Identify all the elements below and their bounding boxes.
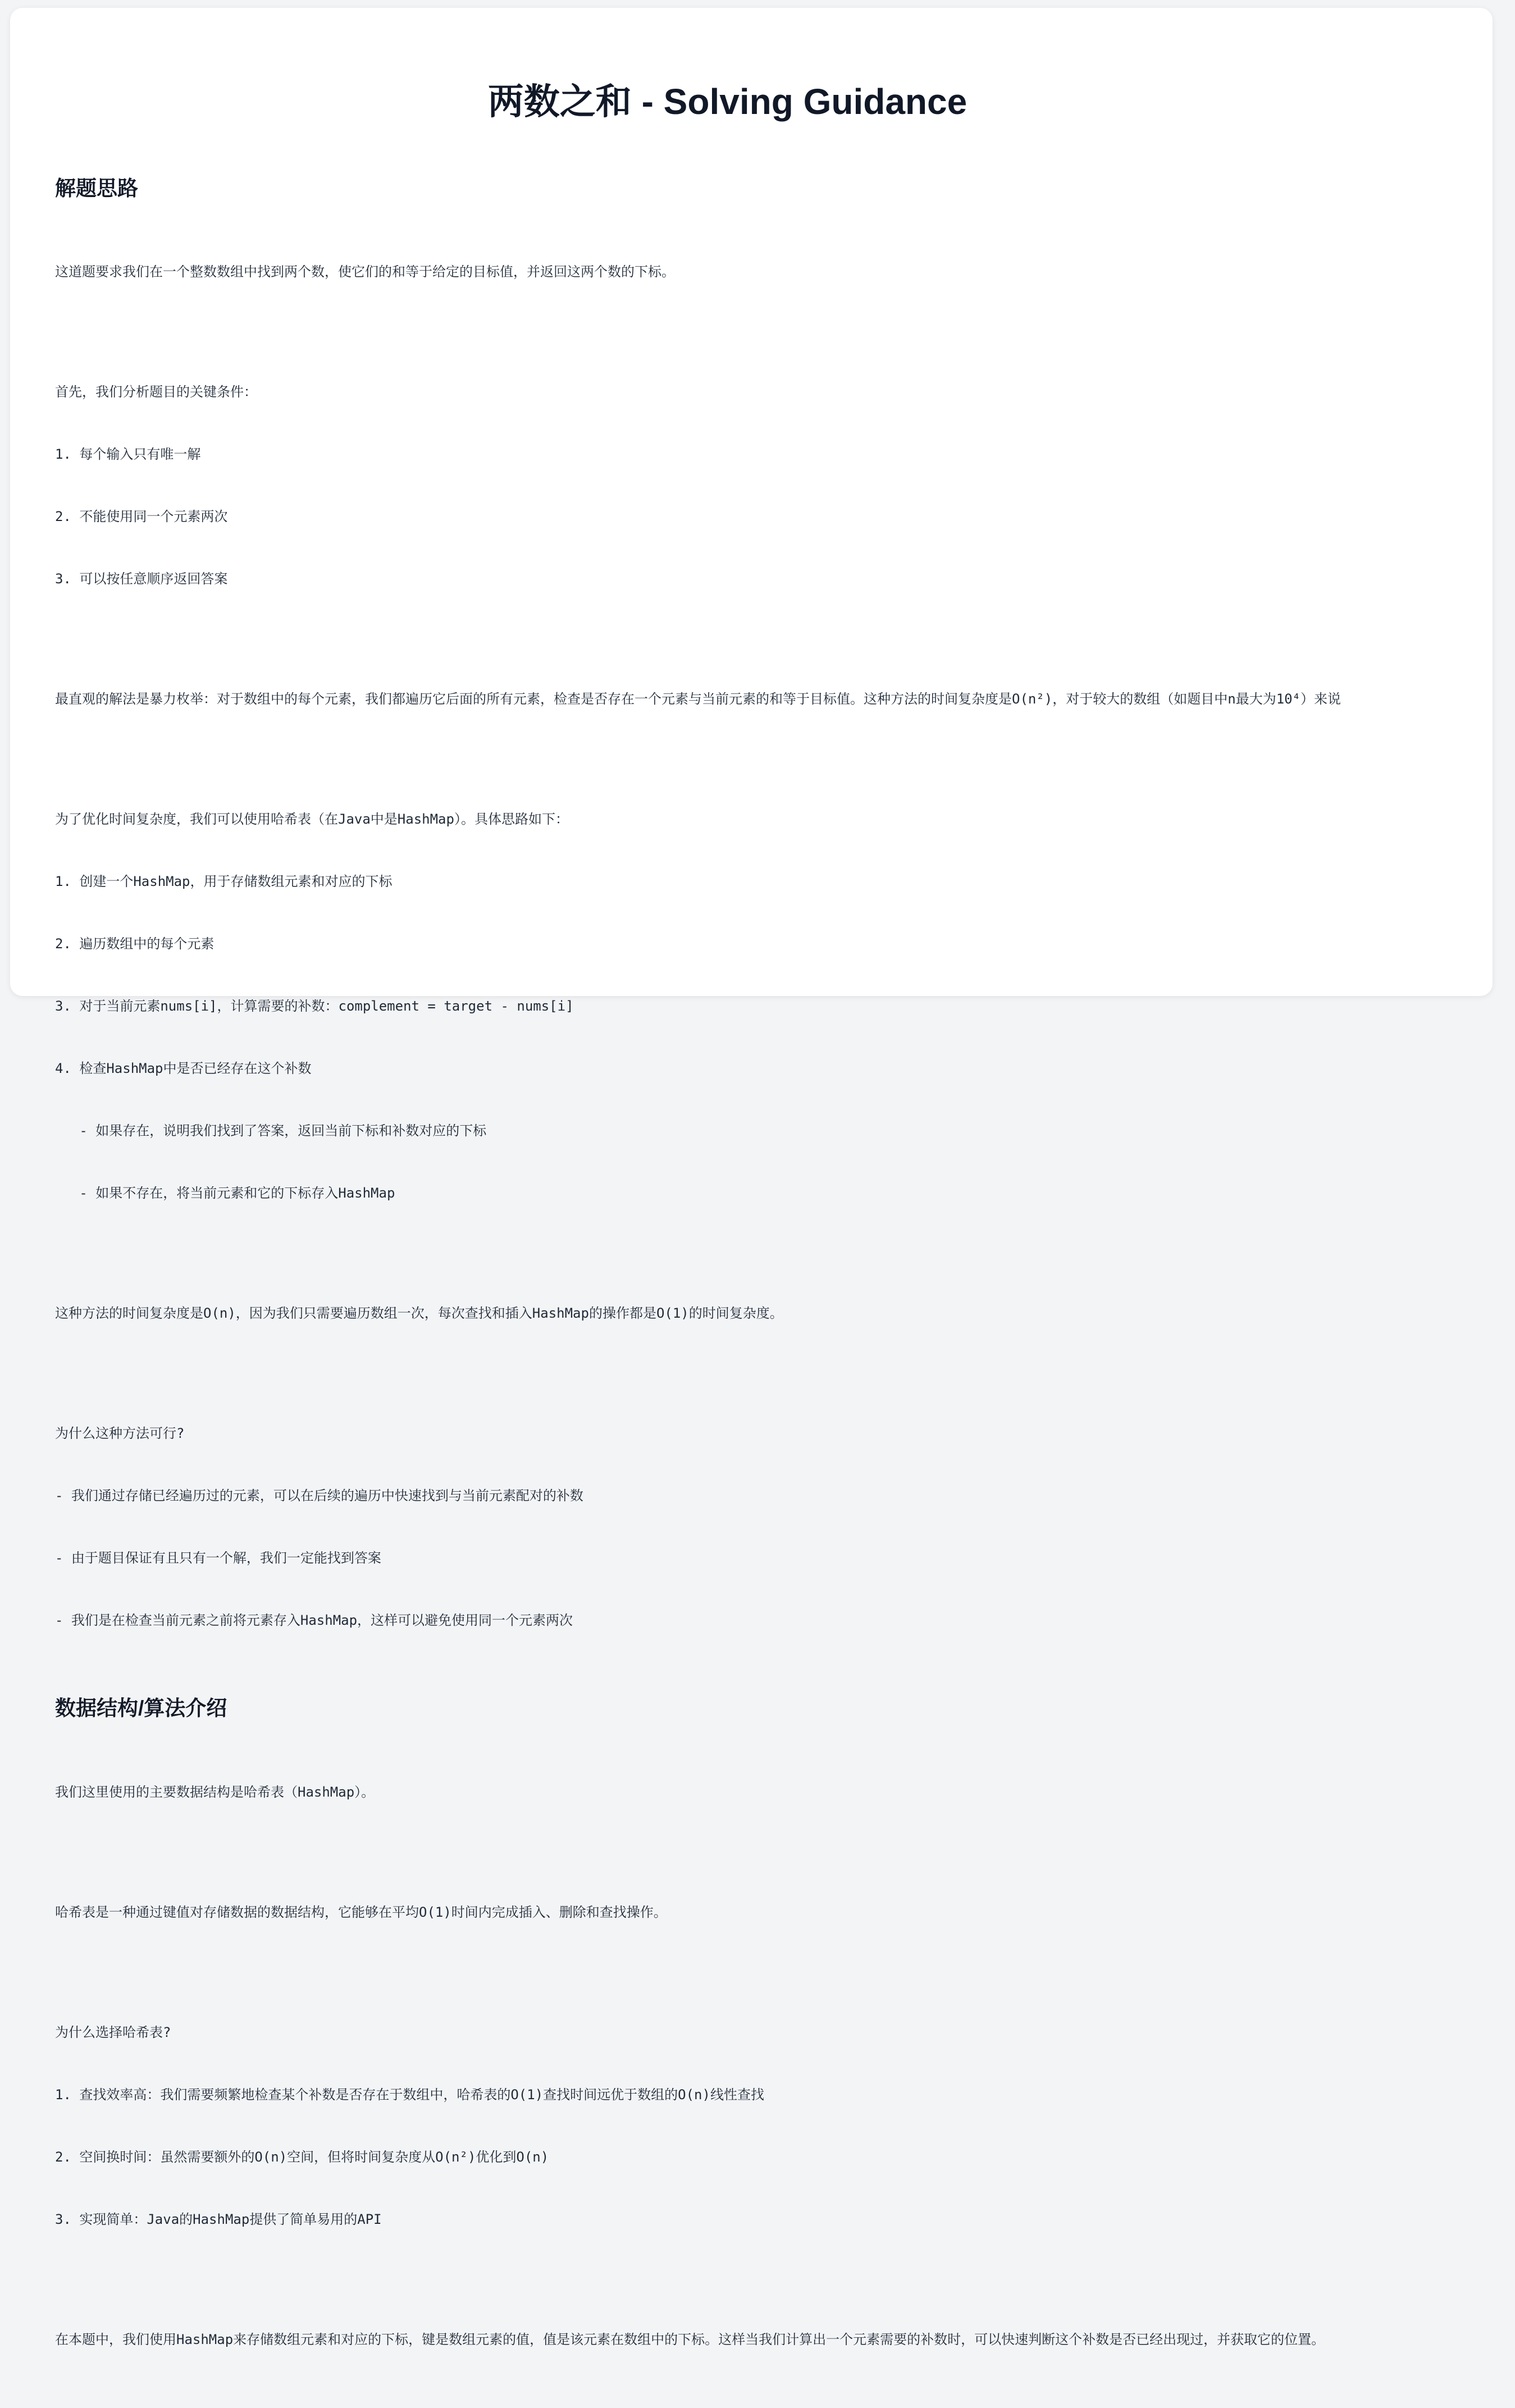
why-it-works-list (55, 1382, 1515, 1673)
paragraph-usage (55, 2288, 1515, 2392)
list-item: 2. 遍历数组中的每个元素 (55, 936, 215, 952)
paragraph-line: 最直观的解法是暴力枚举：对于数组中的每个元素，我们都遍历它后面的所有元素，检查是否存在一个元素与当前元素的和等于目标值。这种方法的时间复杂度是O(n²)，对于较大的数组（如题目中n最大为10⁴）来说 (55, 691, 1341, 707)
list-item: 3. 对于当前元素nums[i]，计算需要的补数：complement = target - nums[i] (55, 998, 574, 1015)
list-item: - 我们通过存储已经遍历过的元素，可以在后续的遍历中快速找到与当前元素配对的补数 (55, 1488, 583, 1504)
optimization-intro: 为了优化时间复杂度，我们可以使用哈希表（在Java中是HashMap）。具体思路如下： (55, 811, 569, 828)
paragraph-line: 在本题中，我们使用HashMap来存储数组元素和对应的下标，键是数组元素的值，值是该元素在数组中的下标。这样当我们计算出一个元素需要的补数时，可以快速判断这个补数是否已经出现过，并获取它的位置。 (55, 2331, 1325, 2347)
conditions-intro: 首先，我们分析题目的关键条件： (55, 384, 257, 400)
paragraph-brute-force (55, 647, 1515, 751)
why-intro: 为什么这种方法可行? (55, 1425, 185, 1442)
section-heading-approach: 解题思路 (55, 177, 138, 200)
list-item: 3. 可以按任意顺序返回答案 (55, 571, 228, 587)
list-item: 1. 每个输入只有唯一解 (55, 446, 201, 463)
optimization-steps (55, 767, 1515, 1245)
paragraph-complexity (55, 1262, 1515, 1365)
list-item: 4. 检查HashMap中是否已经存在这个补数 (55, 1061, 312, 1077)
list-item: - 我们是在检查当前元素之前将元素存入HashMap，这样可以避免使用同一个元素两次 (55, 1612, 573, 1629)
paragraph-line: 这道题要求我们在一个整数数组中找到两个数，使它们的和等于给定的目标值，并返回这两个数的下标。 (55, 264, 675, 280)
sub-list-item: - 如果存在，说明我们找到了答案，返回当前下标和补数对应的下标 (55, 1123, 487, 1139)
conditions-list (55, 340, 1515, 631)
paragraph-problem-statement (55, 220, 1515, 324)
sub-list-item: - 如果不存在，将当前元素和它的下标存入HashMap (55, 1185, 395, 1201)
list-item: - 由于题目保证有且只有一个解，我们一定能找到答案 (55, 1550, 381, 1566)
paragraph-line: 哈希表是一种通过键值对存储数据的数据结构，它能够在平均O(1)时间内完成插入、删除和查找操作。 (55, 1904, 667, 1920)
paragraph-hashmap-intro (55, 1740, 1515, 1844)
content-card (10, 8, 1493, 2347)
list-item: 1. 创建一个HashMap，用于存储数组元素和对应的下标 (55, 874, 393, 890)
paragraph-hashmap-definition (55, 1861, 1515, 1964)
list-item: 2. 空间换时间：虽然需要额外的O(n)空间，但将时间复杂度从O(n²)优化到O(n) (55, 2149, 549, 2165)
list-item: 3. 实现简单：Java的HashMap提供了简单易用的API (55, 2211, 382, 2227)
page-title: 两数之和 - Solving Guidance (487, 81, 968, 122)
reasons-list (55, 1981, 1515, 2272)
paragraph-line: 这种方法的时间复杂度是O(n)，因为我们只需要遍历数组一次，每次查找和插入HashMap的操作都是O(1)的时间复杂度。 (55, 1305, 783, 1322)
paragraph-line: 我们这里使用的主要数据结构是哈希表（HashMap）。 (55, 1784, 375, 1800)
reasons-intro: 为什么选择哈希表? (55, 2024, 171, 2040)
list-item: 2. 不能使用同一个元素两次 (55, 509, 228, 525)
list-item: 1. 查找效率高：我们需要频繁地检查某个补数是否存在于数组中，哈希表的O(1)查找时间远优于数组的O(n)线性查找 (55, 2086, 764, 2103)
section-heading-data-structures: 数据结构/算法介绍 (55, 1697, 227, 1720)
guidance-content (55, 176, 1515, 2408)
